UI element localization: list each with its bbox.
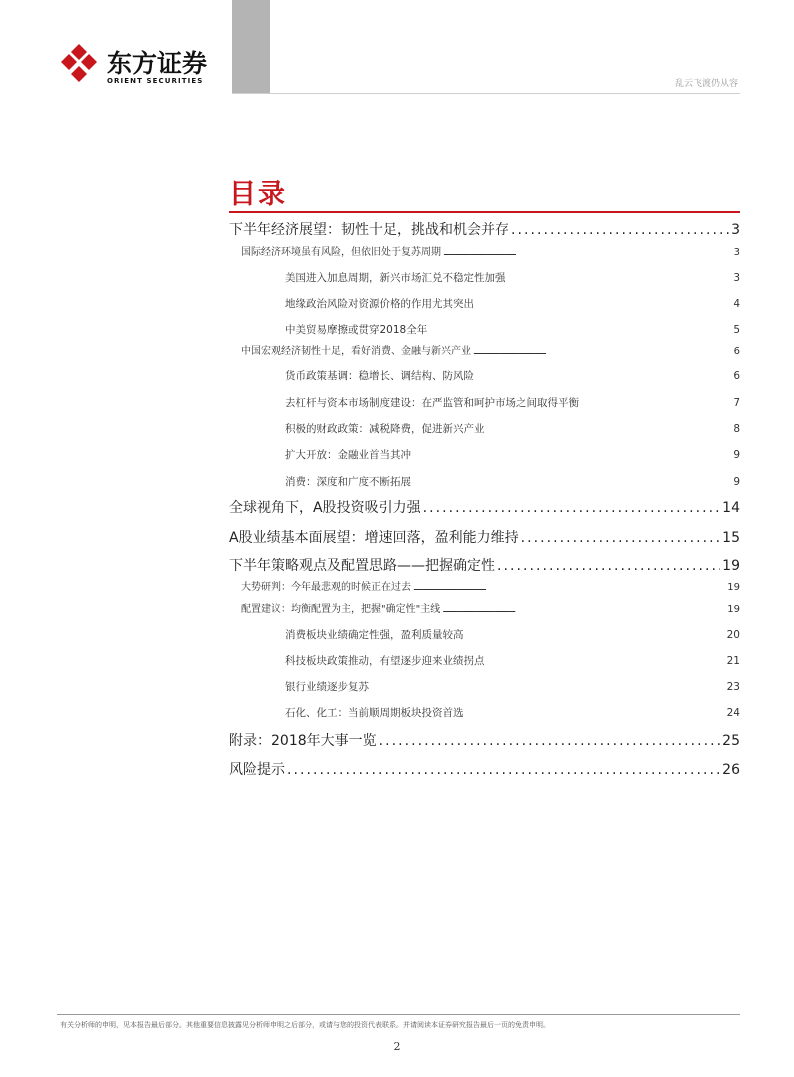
logo-mark-icon [57,42,101,86]
page-number: 2 [393,1040,401,1053]
logo-english-name: ORIENT SECURITIES [107,77,204,85]
toc-entry[interactable]: 附录：2018年大事一览 . . . 25 [229,730,740,750]
report-tagline: 乱云飞渡仍从容 [674,79,738,89]
toc-entry[interactable]: 石化、化工：当前顺周期板块投资首选 24 [285,707,740,719]
logo-chinese-name: 东方证券 [107,49,208,78]
toc-entry[interactable]: 积极的财政政策：减税降费，促进新兴产业 8 [285,423,740,435]
toc-entry[interactable]: 消费板块业绩确定性强，盈利质量较高 20 [285,629,740,641]
toc-entry[interactable]: 全球视角下，A股投资吸引力强 . . . 14 [229,497,740,517]
toc-title: 目录 [229,179,287,210]
footer-divider [57,1014,740,1015]
toc-entry[interactable]: 下半年策略观点及配置思路——把握确定性 . . . 19 [229,555,740,575]
toc-entry[interactable]: 银行业绩逐步复苏 23 [285,681,740,693]
toc-entry[interactable]: 消费：深度和广度不断拓展 9 [285,476,740,488]
toc-entry[interactable]: 科技板块政策推动，有望逐步迎来业绩拐点 21 [285,655,740,667]
toc-entry[interactable]: A股业绩基本面展望：增速回落，盈利能力维持 . . . 15 [229,527,740,547]
toc-entry[interactable]: 大势研判：今年最悲观的时候正在过去 . . . 19 [241,578,740,593]
toc-entry[interactable]: 风险提示 . . . 26 [229,759,740,779]
toc-entry[interactable]: 中美贸易摩擦或贯穿2018全年 5 [285,324,740,336]
toc-entry[interactable]: 货币政策基调：稳增长、调结构、防风险 6 [285,370,740,382]
header-divider [232,93,740,94]
footer-disclaimer: 有关分析师的申明，见本报告最后部分。其他重要信息披露见分析师申明之后部分，或请与您的投资代表联系。并请阅读本证券研究报告最后一页的免责申明。 [60,1021,550,1029]
toc-entry[interactable]: 配置建议：均衡配置为主，把握"确定性"主线 . . . 19 [241,600,740,615]
toc-entry[interactable]: 中国宏观经济韧性十足，看好消费、金融与新兴产业 . . . 6 [241,342,740,357]
company-logo [57,42,217,90]
toc-title-underline [229,211,740,213]
toc-entry[interactable]: 国际经济环境虽有风险，但依旧处于复苏周期 . . . 3 [241,243,740,258]
toc-entry[interactable]: 下半年经济展望：韧性十足，挑战和机会并存 . . . 3 [229,219,740,239]
toc-entry[interactable]: 扩大开放：金融业首当其冲 9 [285,449,740,461]
toc-entry[interactable]: 地缘政治风险对资源价格的作用尤其突出 4 [285,298,740,310]
toc-entry[interactable]: 去杠杆与资本市场制度建设：在严监管和呵护市场之间取得平衡 7 [285,397,740,409]
toc-entry[interactable]: 美国进入加息周期，新兴市场汇兑不稳定性加强 3 [285,272,740,284]
header-gray-block [232,0,270,93]
